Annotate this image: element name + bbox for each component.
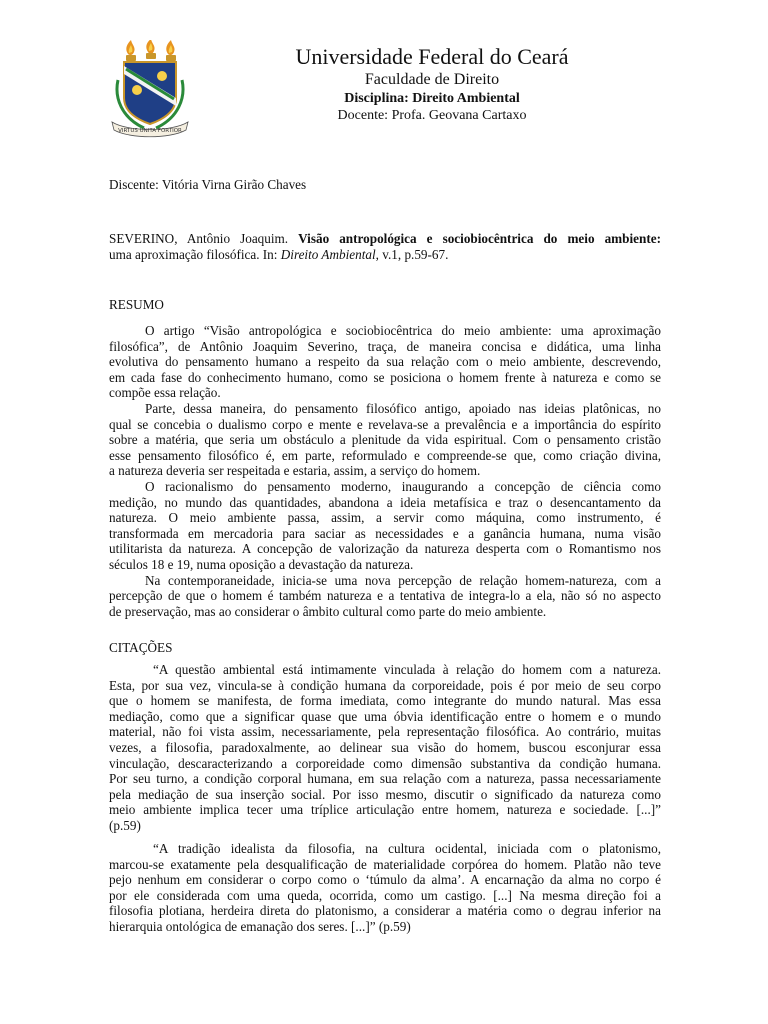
- resumo-heading: RESUMO: [109, 297, 164, 312]
- university-coat-of-arms-logo: [104, 40, 196, 140]
- quote-line: (p.59): [109, 817, 141, 833]
- quote-line: “A tradição idealista da filosofia, na cultura ocidental, iniciada com o platonismo,: [153, 841, 661, 856]
- resumo-line: compõe essa relação.: [109, 385, 221, 401]
- citacoes-heading: CITAÇÕES: [109, 640, 173, 655]
- quote-line: “A questão ambiental está intimamente vinculada à relação do homem com a natureza.: [153, 662, 661, 677]
- reference-author: SEVERINO, Antônio Joaquim.: [109, 231, 299, 246]
- quote-line: pela mediação de sua inserção social. Por isso mesmo, discutir o significado da natureza como: [109, 786, 661, 802]
- teacher-name: Docente: Profa. Geovana Cartaxo: [337, 108, 527, 123]
- quote-line: vinculação, descaracterizando a corporeidade como dimensão substantiva da condição humana.: [109, 755, 661, 771]
- resumo-body: [109, 323, 661, 619]
- resumo-line: em cada fase do conhecimento humano, como se posiciona o homem frente à natureza e como se: [109, 369, 661, 385]
- quote-line: filosofia plotiana, herdeira direta do platonismo, a considerar a matéria como o degrau inferior na: [109, 903, 661, 919]
- quote-line: meio ambiente implica tecer uma tríplice articulação entre homem, natureza e sociedade. [...]”: [109, 802, 661, 818]
- citation-quote-2: [109, 841, 661, 935]
- logo-motto: VIRTUS UNITA FORTIOR: [118, 128, 182, 134]
- reference-subtitle: uma aproximação filosófica. In:: [109, 246, 281, 262]
- quote-line: mediação, como que a significar quase que uma óbvia identificação entre o homem e o mundo: [109, 708, 661, 724]
- student-name: Discente: Vitória Virna Girão Chaves: [109, 177, 307, 192]
- resumo-line: Parte, dessa maneira, do pensamento filosófico antigo, apoiado nas ideias platônicas, no: [145, 400, 661, 416]
- quote-line: Por seu turno, a condição corporal humana, em sua relação com a natureza, passa necessariamente: [109, 771, 661, 787]
- resumo-line: filosófica”, de Antônio Joaquim Severino, traça, de maneira concisa e didática, uma linha: [109, 338, 661, 354]
- quote-line: marcou-se exatamente pela desqualificação de materialidade corpórea do homem. Platão não teve: [109, 856, 661, 872]
- resumo-line: Na contemporaneidade, inicia-se uma nova percepção de relação homem-natureza, com a: [145, 572, 661, 588]
- quote-line: material, não foi vista assim, necessariamente, pela representação filosófica. Ao contrário, muitas: [109, 724, 661, 740]
- resumo-line: sobre a matéria, que seria um obstáculo a plenitude da vida espiritual. Com o pensamento cristão: [109, 432, 661, 448]
- resumo-line: O artigo “Visão antropológica e sociobiocêntrica do meio ambiente: uma aproximação: [145, 323, 661, 338]
- quote-line: vezes, a filosofia, paradoxalmente, ao delinear sua visão do homem, buscou esconjurar essa: [109, 739, 661, 755]
- resumo-line: percepção de que o homem é também natureza e a tentativa de integra-lo a ela, não só no aspecto: [109, 588, 661, 604]
- quote-line: que o homem se manifesta, de forma imediata, como integrante do mundo natural. Mas essa: [109, 693, 661, 709]
- resumo-line: medição, no mundo das quantidades, abandona a ideia metafísica e traz o desencantamento da: [109, 494, 661, 510]
- citation-quote-1: [109, 662, 661, 834]
- resumo-line: séculos 18 e 19, numa oposição a devastação da natureza.: [109, 556, 414, 572]
- quote-line: pejo nenhum em considerar o corpo como o ‘túmulo da alma’. A encarnação da alma no corpo é: [109, 872, 661, 888]
- resumo-line: O racionalismo do pensamento moderno, inaugurando a concepção de ciência como: [145, 478, 661, 494]
- bibliographic-reference: [109, 231, 661, 262]
- document-header: [200, 44, 664, 124]
- resumo-line: evolutiva do pensamento humano a respeito da sua relação com o meio ambiente, descrevendo,: [109, 354, 661, 370]
- reference-title: Visão antropológica e sociobiocêntrica do meio ambiente:: [298, 231, 661, 246]
- reference-details: , v.1, p.59-67.: [375, 246, 449, 262]
- resumo-line: utilitarista da natureza. A concepção de valorização da natureza desperta com o Romantismo nos: [109, 541, 661, 557]
- resumo-line: qual se concebia o dualismo corpo e mente e revelava-se a prevalência e a importância do espírito: [109, 416, 661, 432]
- resumo-line: a natureza deveria ser respeitada e estaria, assim, a serviço do homem.: [109, 463, 481, 479]
- quote-line: hierarquia ontológica de emanação dos seres. [...]” (p.59): [109, 918, 411, 934]
- reference-journal: Direito Ambiental: [280, 246, 376, 262]
- resumo-line: natureza. O meio ambiente passa, assim, a servir como máquina, como instrumento, é: [109, 510, 661, 526]
- university-name: Universidade Federal do Ceará: [295, 44, 569, 69]
- quote-line: Esta, por sua vez, vincula-se à condição humana da corporeidade, pois é por meio de seu corpo: [109, 677, 661, 693]
- resumo-line: de preservação, mas ao considerar o âmbito cultural como parte do meio ambiente.: [109, 603, 547, 619]
- torch-flames: [126, 40, 174, 55]
- faculty-name: Faculdade de Direito: [364, 71, 500, 88]
- resumo-line: transformada em mercadoria para saciar as necessidades e a ganância humana, numa visão: [109, 525, 661, 541]
- resumo-line: esse pensamento filosófico é, em parte, reformulado e compreende-se que, como criação divina,: [109, 447, 661, 463]
- discipline-name: Disciplina: Direito Ambiental: [344, 91, 520, 106]
- quote-line: por ele considerada com uma queda, ocorrida, como um castigo. [...] Na mesma direção foi a: [109, 887, 661, 903]
